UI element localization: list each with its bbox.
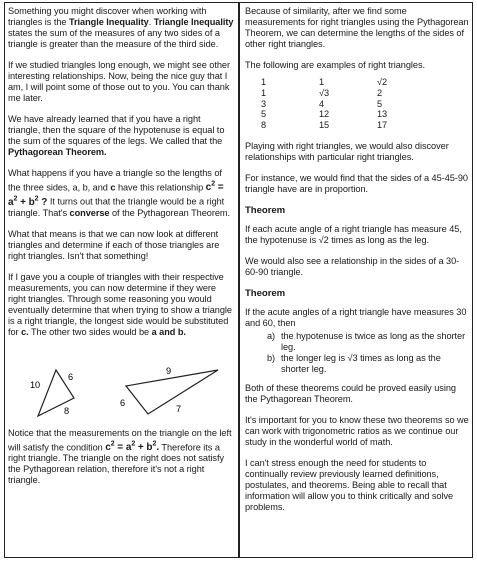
- table-cell: 5: [377, 98, 383, 109]
- list-item: b) the longer leg is √3 times as long as the shorter leg.: [267, 352, 441, 374]
- pythagorean-equation: $c^2 = a^2 + b^2$ ?: [8, 181, 224, 208]
- relationship-paragraph: We would also see a relationship in the sides of a 30-60-90 triangle.: [245, 255, 460, 277]
- pythagorean-paragraph: We have already learned that if you have a right triangle, then the square of the hypotenuse is equal to the sum of the squares of the legs. We called that the Pythagorean Theorem.: [8, 114, 225, 157]
- table-cell: 1: [261, 77, 267, 87]
- table-row: [261, 88, 435, 99]
- triangle-2-side-7: 7: [176, 403, 182, 414]
- proved-paragraph: Both of these theorems could be proved easily using the Pythagorean Theorem.: [245, 382, 456, 404]
- table-row: [261, 120, 435, 131]
- theorem-heading-2: Theorem: [245, 287, 286, 299]
- table-cell: 12: [319, 109, 330, 120]
- table-cell: 1: [261, 87, 267, 98]
- important-paragraph: It's important for you to know these two theorems so we can work with trigonometric ratios as we continue our study in the wonderful world of math.: [245, 414, 469, 447]
- proportion-paragraph: For instance, we would find that the sides of a 45-45-90 triangle have are in proportion.: [245, 172, 468, 194]
- triangle-inequality-term-2: Triangle Inequality: [153, 17, 234, 27]
- triangle-2-side-6: 6: [120, 397, 126, 408]
- notice-paragraph: Notice that the measurements on the triangle on the left will satisfy the condition $c^2 = a^2 + b^2$. Therefore its a right triangle. The triangle on the right does not satisfy the Pythagorean relation, therefore it's not a right triangle.: [8, 427, 232, 485]
- theorem-45-paragraph: If each acute angle of a right triangle has measure 45, the hypotenuse is √2 times as long as the leg.: [245, 223, 462, 245]
- table-cell: 15: [319, 120, 330, 131]
- list-item: a) the hypotenuse is twice as long as the shorter leg.: [267, 330, 466, 352]
- table-cell: 1: [319, 77, 325, 87]
- relationships-paragraph: If we studied triangles long enough, we might see other interesting relationships. Now, being the nice guy that I am, I will point some of those out to you. You can thank me later.: [8, 60, 230, 103]
- table-cell: 17: [377, 120, 388, 131]
- pythagorean-condition: $c^2 = a^2 + b^2$.: [105, 440, 160, 453]
- determine-paragraph: What that means is that we can now look at different triangles and determine if each of those triangles are right triangles. Isn't that something!: [8, 228, 220, 261]
- column-divider: [238, 3, 240, 557]
- table-cell: √2: [377, 77, 388, 87]
- table-cell: √3: [319, 87, 330, 98]
- table-cell: 5: [261, 109, 267, 120]
- triangles-diagram: [8, 348, 234, 428]
- triangle-1-side-6: 6: [68, 371, 74, 382]
- theorem-heading-1: Theorem: [245, 204, 286, 216]
- right-triangle-examples-table: [261, 77, 435, 131]
- table-row: [261, 109, 435, 120]
- similarity-paragraph: Because of similarity, after we find some measurements for right triangles using the Pythagorean Theorem, we can determine the lengths of the sides of other right triangles.: [245, 6, 469, 49]
- triangle-2-side-9: 9: [166, 365, 172, 376]
- table-cell: 2: [377, 87, 383, 98]
- non-right-triangle-shape: [126, 370, 218, 414]
- table-row: [261, 77, 435, 88]
- reasoning-paragraph: If I gave you a couple of triangles with their respective measurements, you can now determine if they were right triangles. Through some reasoning you would eventually determine that when trying to show a triangle is a right triangle, the longest side would be substituted for c. The other two sides would be a and b.: [8, 271, 232, 337]
- theorem-30-60-paragraph: If the acute angles of a right triangle have measures 30 and 60, then: [245, 306, 467, 328]
- triangle-inequality-term: Triangle Inequality: [68, 17, 149, 27]
- triangle-1-side-8: 8: [64, 405, 70, 416]
- converse-paragraph: What happens if you have a triangle so the lengths of the three sides, a, b, and c have this relationship $c^2 = a^2 + b^2$ ? It turns out that the triangle would be a right triangle. That's converse of the Pythagorean Theorem.: [8, 168, 230, 218]
- right-column: [245, 6, 469, 523]
- table-row: [261, 99, 435, 110]
- pythagorean-theorem-term: Pythagorean Theorem.: [8, 147, 107, 157]
- examples-intro: The following are examples of right triangles.: [245, 60, 426, 70]
- theorem-list: [267, 331, 469, 375]
- playing-paragraph: Playing with right triangles, we would also discover relationships with particular right triangles.: [245, 140, 449, 162]
- triangle-1-side-10: 10: [30, 379, 41, 390]
- table-cell: 4: [319, 98, 325, 109]
- table-cell: 8: [261, 120, 267, 131]
- left-column: [8, 6, 234, 496]
- worksheet-page: [4, 2, 473, 558]
- triangle-inequality-paragraph: Something you might discover when working with triangles is the Triangle Inequality. Triangle Inequality states the sum of the measures of any two sides of a triangle is greater than the measure of the third side.: [8, 6, 234, 49]
- triangle-figures: [8, 348, 234, 428]
- table-cell: 13: [377, 109, 388, 120]
- review-paragraph: I can't stress enough the need for students to continually review previously learned definitions, postulates, and theorems. Being able to recall that information will allow you to think critically and solve problems.: [245, 457, 454, 512]
- converse-term: converse: [69, 207, 110, 218]
- table-cell: 3: [261, 98, 267, 109]
